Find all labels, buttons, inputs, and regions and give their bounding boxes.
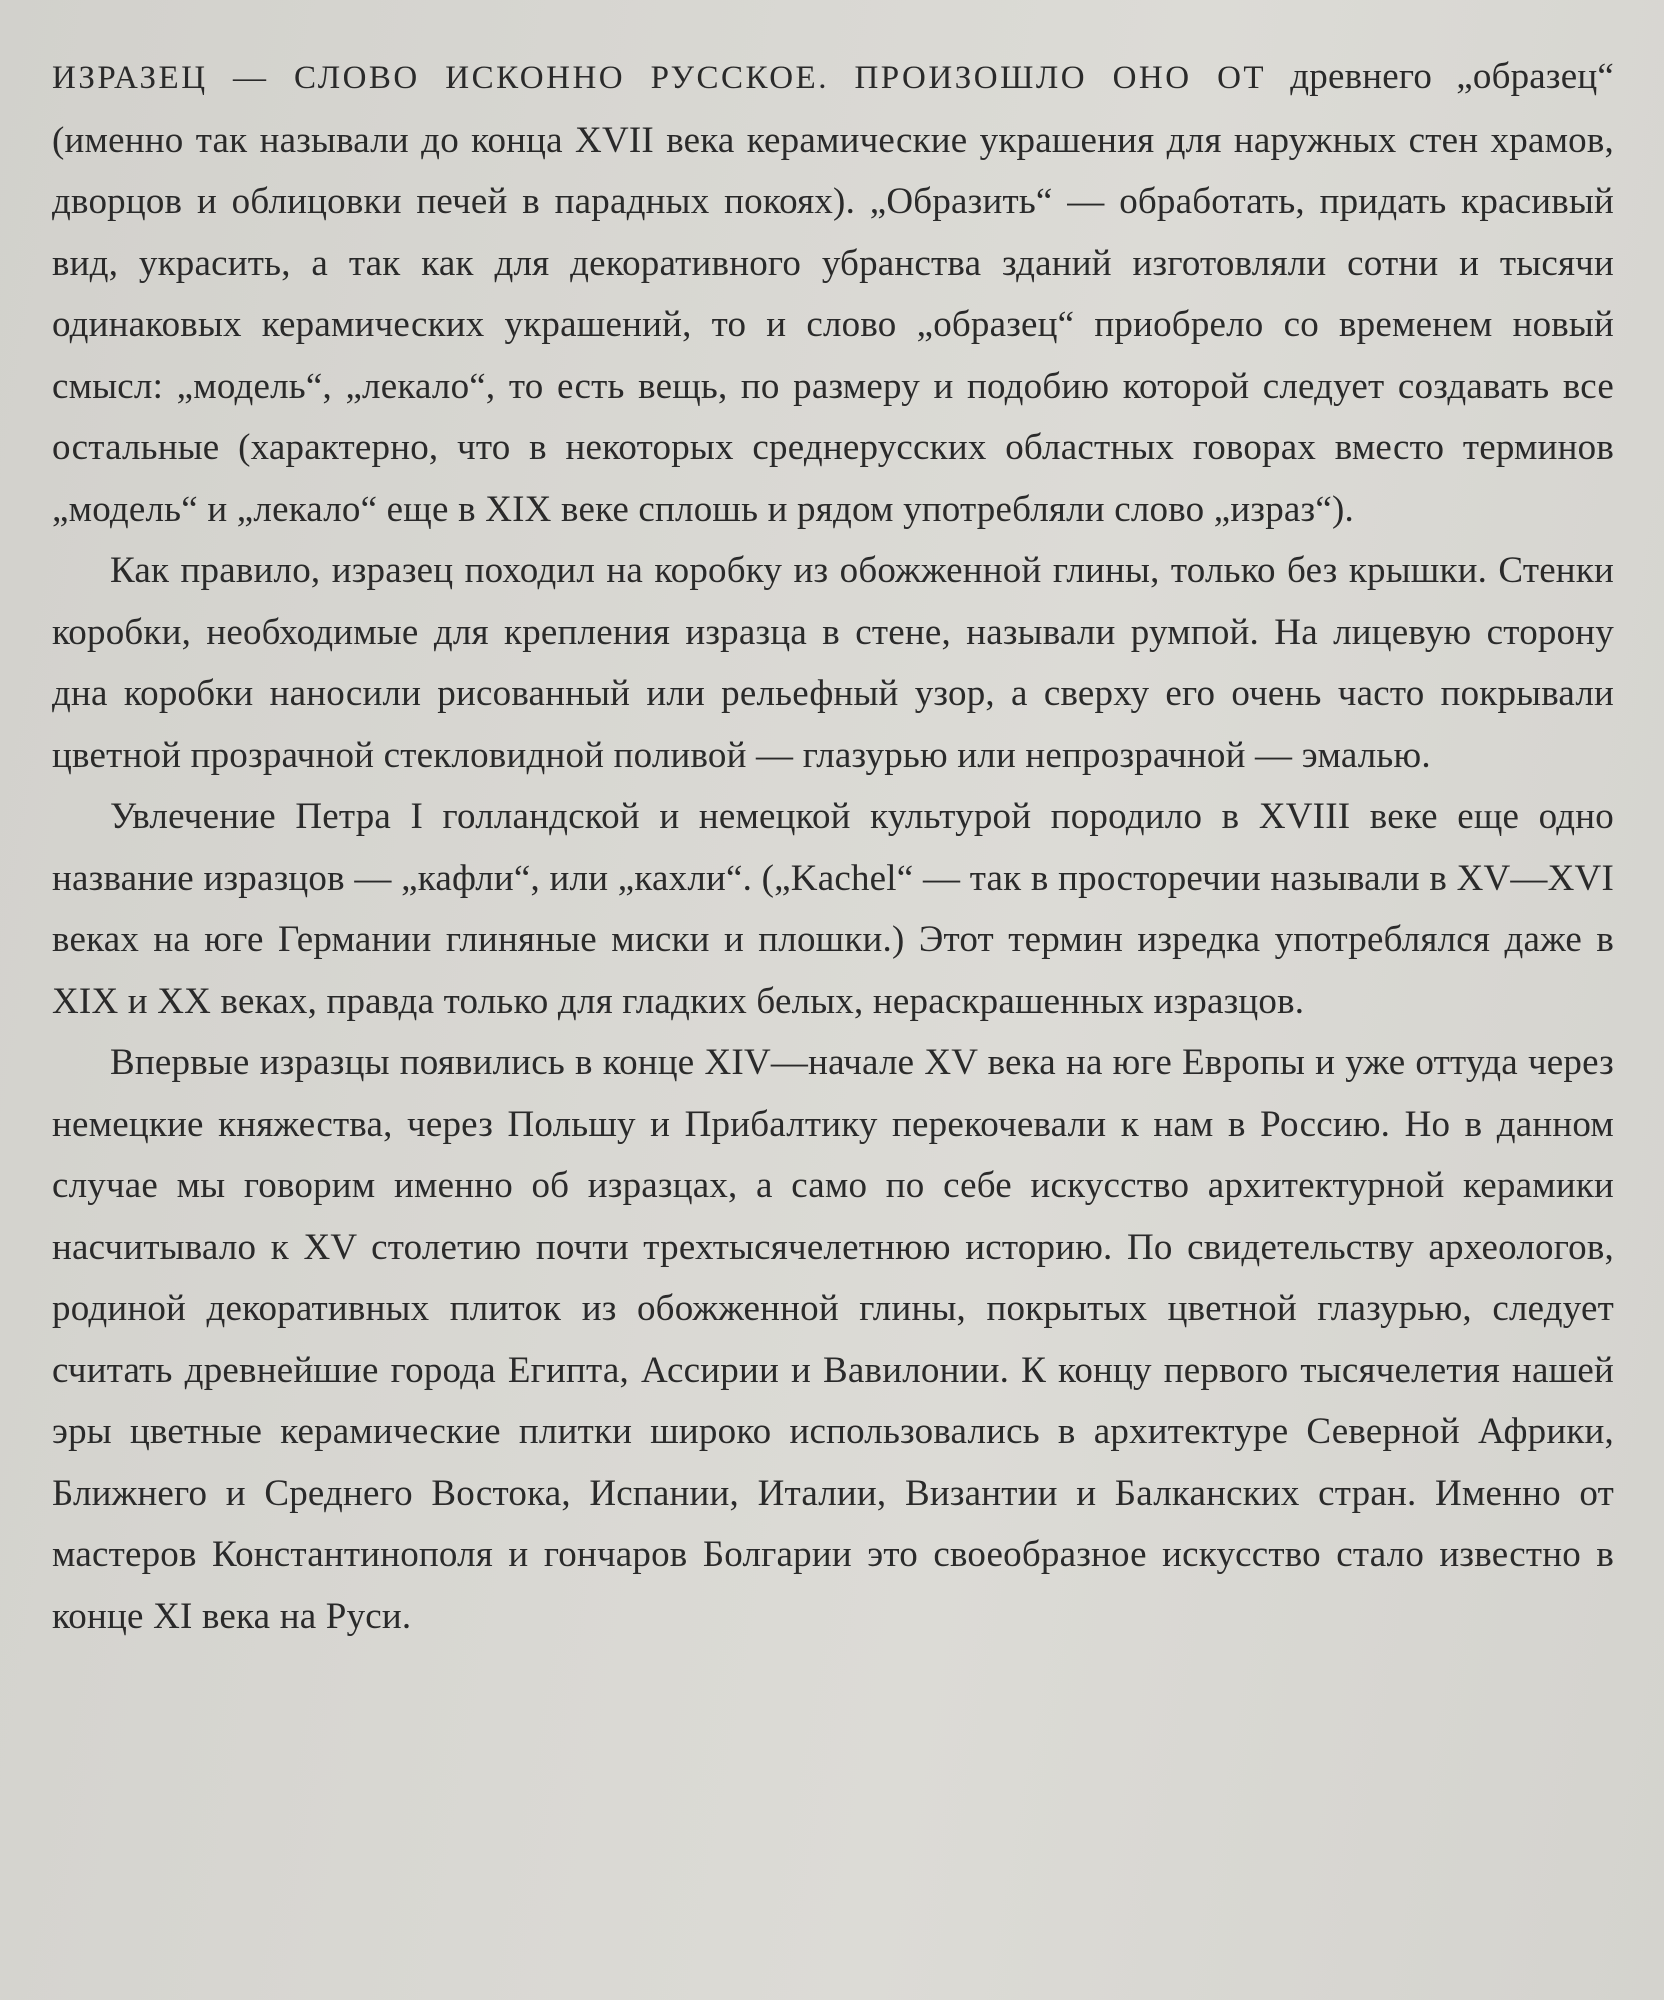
paragraph-kafli: Увлечение Петра I голландской и немецкой культурой породило в XVIII веке еще одно название изразцов — „кафли“, или „кахли“. („Kachel“ — так в просторечии называли в XV—XVI веках на юге Германии глиняные миски и плошки.) Этот термин изредка употреблялся даже в XIX и XX веках, правда только для гладких белых, нераскрашенных изразцов. <box>52 796 1614 1022</box>
paragraph-structure: Как правило, изразец походил на коробку из обожженной глины, только без крышки. Стенки коробки, необходимые для крепления изразца в стене, называли румпой. На лицевую сторону дна коробки наносили рисованный или рельефный узор, а сверху его очень часто покрывали цветной прозрачной стекловидной поливой — глазурью или непрозрачной — эмалью. <box>52 550 1614 776</box>
paragraph-history: Впервые изразцы появились в конце XIV—начале XV века на юге Европы и уже оттуда через немецкие княжества, через Польшу и Прибалтику перекочевали к нам в Россию. Но в данном случае мы говорим именно об изразцах, а само по себе искусство архитектурной керамики насчитывало к XV столетию почти трехтысячелетнюю историю. По свидетельству археологов, родиной декоративных плиток из обожженной глины, покрытых цветной глазурью, следует считать древнейшие города Египта, Ассирии и Вавилонии. К концу первого тысячелетия нашей эры цветные керамические плитки широко использовались в архитектуре Северной Африки, Ближнего и Среднего Востока, Испании, Италии, Византии и Балканских стран. Именно от мастеров Константинополя и гончаров Болгарии это своеобразное искусство стало известно в конце XI века на Руси. <box>52 1042 1614 1637</box>
paragraph-text: древнего „образец“ (именно так называли до конца XVII века керамические украшения для наружных стен храмов, дворцов и облицовки печей в парадных покоях). „Образить“ — обработать, придать красивый вид, украсить, а так как для декоративного убранства зданий изготовляли сотни и тысячи одинаковых керамических украшений, то и слово „образец“ приобрело со временем новый смысл: „модель“, „лекало“, то есть вещь, по размеру и подобию которой следует создавать все остальные (характерно, что в некоторых среднерусских областных говорах вместо терминов „модель“ и „лекало“ еще в XIX веке сплошь и рядом употребляли слово „израз“). <box>52 56 1614 530</box>
lead-in-caps: ИЗРАЗЕЦ — СЛОВО ИСКОННО РУССКОЕ. ПРОИЗОШЛО ОНО ОТ <box>52 60 1267 96</box>
paragraph-intro <box>52 46 1614 540</box>
